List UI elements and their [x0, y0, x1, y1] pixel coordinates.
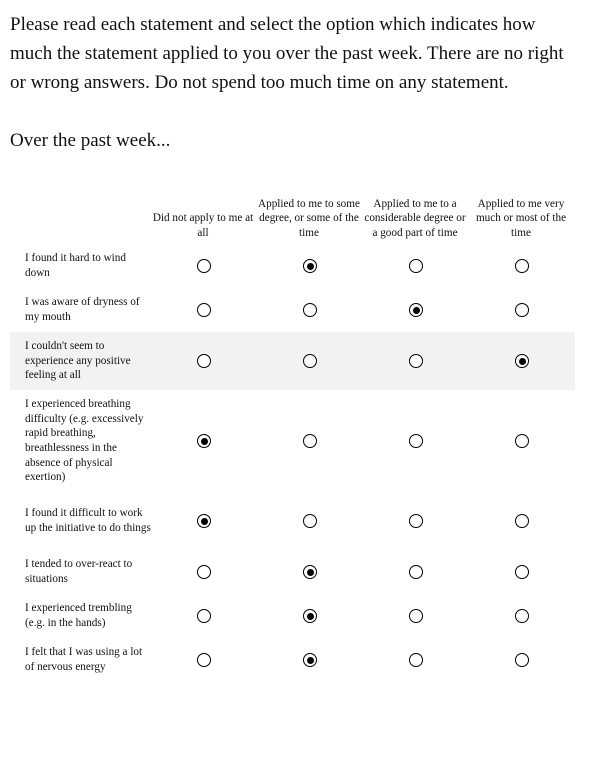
radio-row5-col1[interactable]	[197, 514, 211, 528]
matrix-row-5	[10, 492, 575, 550]
instructions-text: Please read each statement and select the option which indicates how much the statement applied to you over the past week. There are no right or wrong answers. Do not spend too much time on any statement.	[10, 14, 564, 93]
statement-label: I was aware of dryness of my mouth	[25, 296, 140, 323]
matrix-row-8	[10, 638, 575, 682]
radio-row2-col3[interactable]	[409, 303, 423, 317]
radio-row8-col2[interactable]	[303, 653, 317, 667]
radio-row8-col3[interactable]	[409, 653, 423, 667]
radio-row1-col3[interactable]	[409, 259, 423, 273]
column-header-did-not-apply: Did not apply to me at all	[152, 212, 254, 239]
radio-row7-col1[interactable]	[197, 609, 211, 623]
radio-row8-col1[interactable]	[197, 653, 211, 667]
radio-row3-col4[interactable]	[515, 354, 529, 368]
radio-row5-col4[interactable]	[515, 514, 529, 528]
radio-row3-col1[interactable]	[197, 354, 211, 368]
radio-row3-col2[interactable]	[303, 354, 317, 368]
radio-row6-col4[interactable]	[515, 565, 529, 579]
matrix-row-7	[10, 594, 575, 638]
matrix-row-6	[10, 550, 575, 594]
radio-row8-col4[interactable]	[515, 653, 529, 667]
radio-row6-col2[interactable]	[303, 565, 317, 579]
matrix-header-row	[10, 178, 575, 240]
radio-row6-col3[interactable]	[409, 565, 423, 579]
column-header-considerable-degree: Applied to me to a considerable degree or a good part of time	[364, 197, 466, 239]
matrix-row-2	[10, 288, 575, 332]
radio-row1-col4[interactable]	[515, 259, 529, 273]
radio-row4-col4[interactable]	[515, 434, 529, 448]
radio-row5-col3[interactable]	[409, 514, 423, 528]
statement-label: I couldn't seem to experience any positive feeling at all	[25, 340, 131, 382]
radio-row2-col4[interactable]	[515, 303, 529, 317]
radio-row4-col3[interactable]	[409, 434, 423, 448]
radio-row4-col2[interactable]	[303, 434, 317, 448]
column-header-some-degree: Applied to me to some degree, or some of the time	[258, 197, 360, 239]
radio-row2-col2[interactable]	[303, 303, 317, 317]
radio-row3-col3[interactable]	[409, 354, 423, 368]
statement-label: I found it difficult to work up the initiative to do things	[25, 507, 151, 534]
radio-row5-col2[interactable]	[303, 514, 317, 528]
statement-label: I felt that I was using a lot of nervous energy	[25, 646, 143, 673]
radio-row6-col1[interactable]	[197, 565, 211, 579]
likert-matrix	[10, 178, 575, 682]
radio-row1-col1[interactable]	[197, 259, 211, 273]
statement-label: I found it hard to wind down	[25, 252, 126, 279]
matrix-row-3	[10, 332, 575, 390]
radio-row7-col4[interactable]	[515, 609, 529, 623]
radio-row1-col2[interactable]	[303, 259, 317, 273]
subheading: Over the past week...	[10, 130, 171, 151]
column-header-very-much: Applied to me very much or most of the time	[475, 197, 567, 239]
radio-row2-col1[interactable]	[197, 303, 211, 317]
statement-label: I tended to over-react to situations	[25, 558, 133, 585]
matrix-row-4	[10, 390, 575, 492]
radio-row7-col3[interactable]	[409, 609, 423, 623]
statement-label: I experienced breathing difficulty (e.g. excessively rapid breathing, breathlessness in the absence of physical exertion)	[25, 398, 144, 484]
radio-row4-col1[interactable]	[197, 434, 211, 448]
radio-row7-col2[interactable]	[303, 609, 317, 623]
statement-label: I experienced trembling (e.g. in the hands)	[25, 602, 132, 629]
matrix-row-1	[10, 244, 575, 288]
